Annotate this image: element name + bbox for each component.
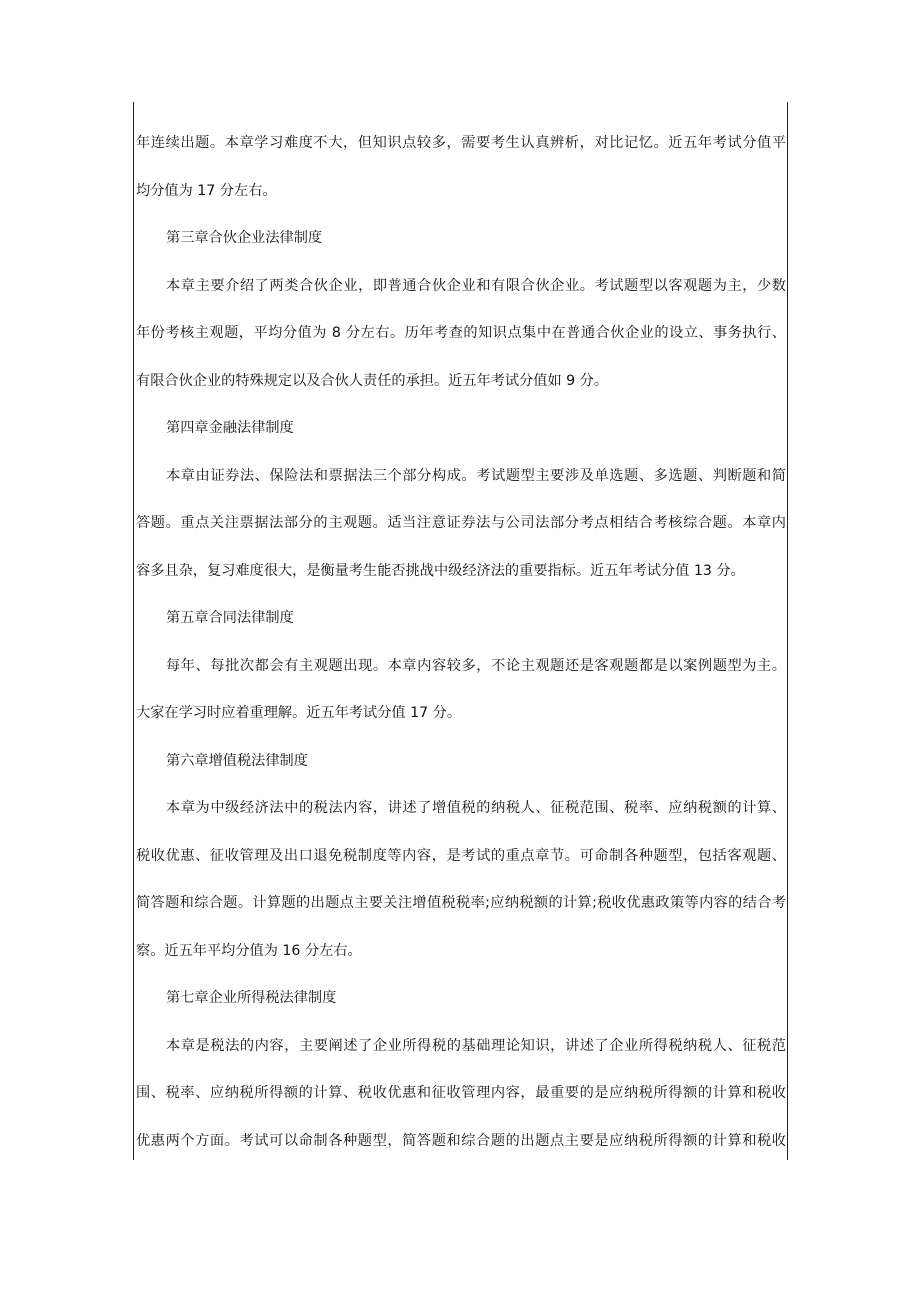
text-line: 大家在学习时应着重理解。近五年考试分值 17 分。: [136, 705, 462, 721]
right-border-line: [787, 102, 788, 1160]
text-line: 察。近五年平均分值为 16 分左右。: [136, 942, 362, 959]
text-line: 年连续出题。本章学习难度不大，但知识点较多，需要考生认真辨析，对比记忆。近五年考试分值平: [136, 135, 786, 151]
text-line: 本章主要介绍了两类合伙企业，即普通合伙企业和有限合伙企业。考试题型以客观题为主，少数: [166, 277, 786, 294]
chapter-heading: 第三章合伙企业法律制度: [166, 230, 323, 246]
text-line: 有限合伙企业的特殊规定以及合伙人责任的承担。近五年考试分值如 9 分。: [136, 372, 609, 389]
document-body: [136, 120, 786, 1165]
chapter-heading: 第四章金融法律制度: [166, 420, 294, 436]
chapter-heading: 第七章企业所得税法律制度: [166, 990, 337, 1006]
text-line: 优惠两个方面。考试可以命制各种题型，简答题和综合题的出题点主要是应纳税所得额的计算和税收: [136, 1132, 786, 1149]
left-border-line: [133, 102, 134, 1160]
text-line: 每年、每批次都会有主观题出现。本章内容较多，不论主观题还是客观题都是以案例题型为主。: [166, 657, 786, 674]
chapter-heading: 第六章增值税法律制度: [166, 752, 308, 769]
text-line: 本章是税法的内容，主要阐述了企业所得税的基础理论知识，讲述了企业所得税纳税人、征税范: [166, 1037, 786, 1054]
chapter-heading: 第五章合同法律制度: [166, 610, 294, 626]
text-line: 答题。重点关注票据法部分的主观题。适当注意证券法与公司法部分考点相结合考核综合题。本章内: [136, 515, 786, 531]
text-line: 容多且杂，复习难度很大，是衡量考生能否挑战中级经济法的重要指标。近五年考试分值 13 分。: [136, 562, 745, 579]
text-line: 围、税率、应纳税所得额的计算、税收优惠和征收管理内容，最重要的是应纳税所得额的计算和税收: [136, 1085, 786, 1101]
text-line: 简答题和综合题。计算题的出题点主要关注增值税税率;应纳税额的计算;税收优惠政策等内容的结合考: [136, 895, 786, 911]
text-line: 本章为中级经济法中的税法内容，讲述了增值税的纳税人、征税范围、税率、应纳税额的计算、: [166, 800, 786, 816]
text-line: 均分值为 17 分左右。: [136, 182, 277, 199]
text-line: 本章由证券法、保险法和票据法三个部分构成。考试题型主要涉及单选题、多选题、判断题和简: [166, 467, 786, 484]
text-line: 税收优惠、征收管理及出口退免税制度等内容，是考试的重点章节。可命制各种题型，包括客观题、: [136, 847, 786, 864]
text-line: 年份考核主观题，平均分值为 8 分左右。历年考查的知识点集中在普通合伙企业的设立、事务执行、: [136, 325, 786, 341]
